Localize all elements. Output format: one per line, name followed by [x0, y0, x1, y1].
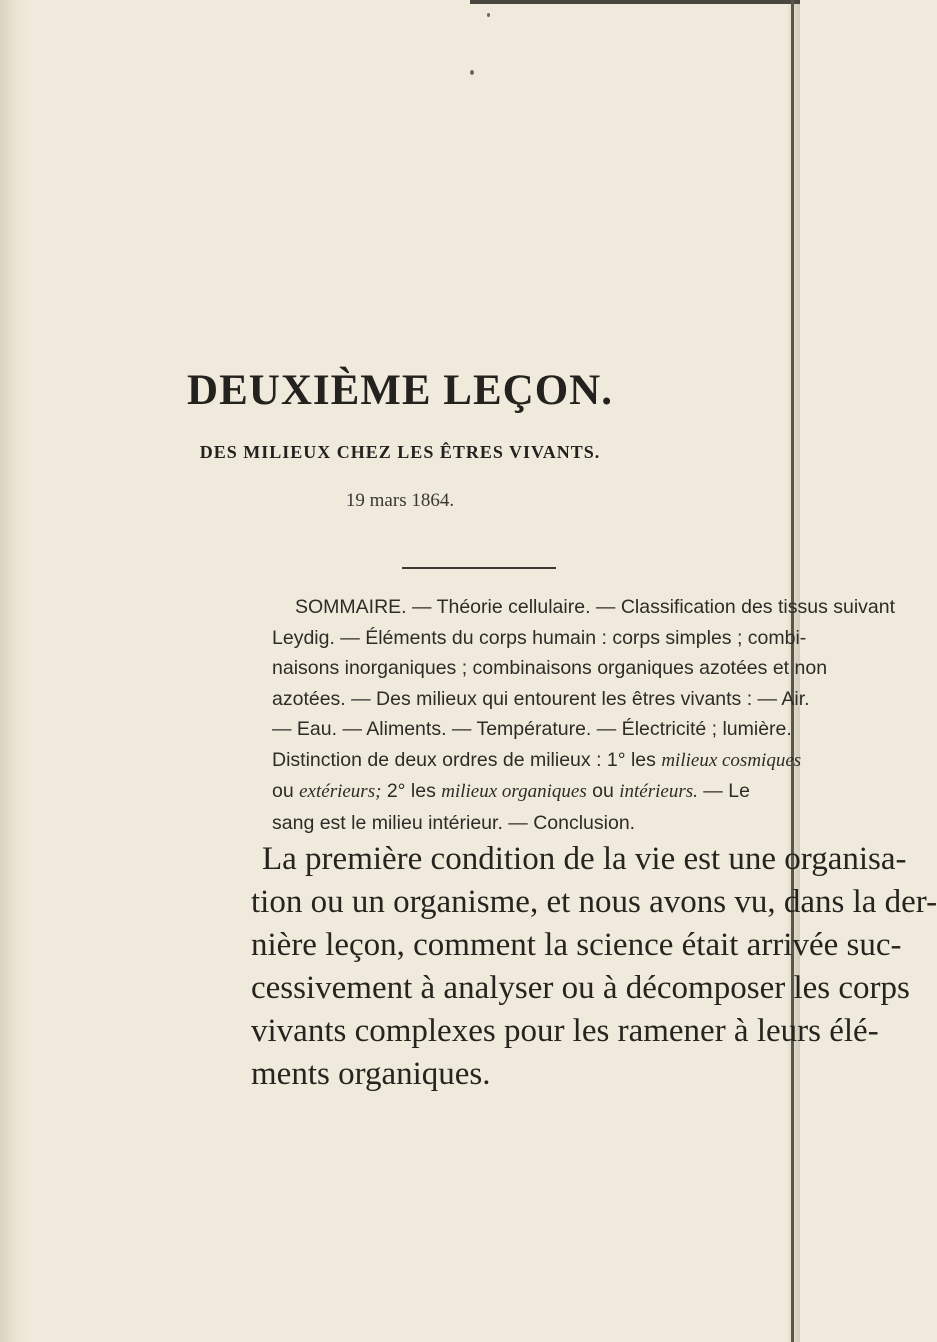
ink-fleck	[470, 70, 474, 75]
body-line: ments organiques.	[251, 1056, 491, 1092]
body-line: cessivement à analyser ou à décomposer les corps	[251, 970, 910, 1006]
body-line: tion ou un organisme, et nous avons vu, dans la der-	[251, 884, 937, 920]
page-left-edge	[0, 0, 30, 1342]
summary-line: naisons inorganiques ; combinaisons organiques azotées et non	[272, 657, 828, 679]
summary-italic-text: milieux organiques	[441, 781, 587, 802]
body-paragraph	[251, 838, 937, 1096]
section-divider	[402, 567, 556, 569]
summary-text: ou	[586, 780, 620, 802]
summary-text: 2° les	[381, 780, 442, 802]
summary-block	[272, 592, 896, 838]
ink-fleck	[487, 13, 490, 17]
summary-line: sang est le milieu intérieur. — Conclusion.	[272, 811, 636, 834]
body-line: La première condition de la vie est une organisa-	[262, 841, 907, 877]
lesson-subtitle: DES MILIEUX CHEZ LES ÊTRES VIVANTS.	[199, 442, 601, 462]
summary-line: azotées. — Des milieux qui entourent les êtres vivants : — Air.	[272, 687, 810, 710]
lesson-title: DEUXIÈME LEÇON.	[187, 367, 613, 414]
summary-line	[272, 745, 802, 777]
summary-line: — Eau. — Aliments. — Température. — Électricité ; lumière.	[272, 718, 792, 740]
summary-text: Distinction de deux ordres de milieux : 1° les	[272, 748, 662, 771]
summary-italic-text: intérieurs.	[619, 781, 698, 802]
lesson-date: 19 mars 1864.	[345, 490, 455, 511]
body-line: vivants complexes pour les ramener à leurs élé-	[251, 1013, 879, 1049]
summary-text: ou	[272, 780, 300, 802]
top-page-rule	[470, 0, 800, 4]
summary-italic-text: milieux cosmiques	[661, 749, 802, 771]
body-line: nière leçon, comment la science était arrivée suc-	[251, 927, 902, 963]
summary-line	[272, 776, 794, 808]
summary-text: — Le	[697, 780, 750, 802]
summary-line: Leydig. — Éléments du corps humain : corps simples ; combi-	[272, 626, 807, 649]
summary-line: SOMMAIRE. — Théorie cellulaire. — Classification des tissus suivant	[295, 596, 896, 618]
summary-italic-text: extérieurs;	[299, 781, 382, 802]
